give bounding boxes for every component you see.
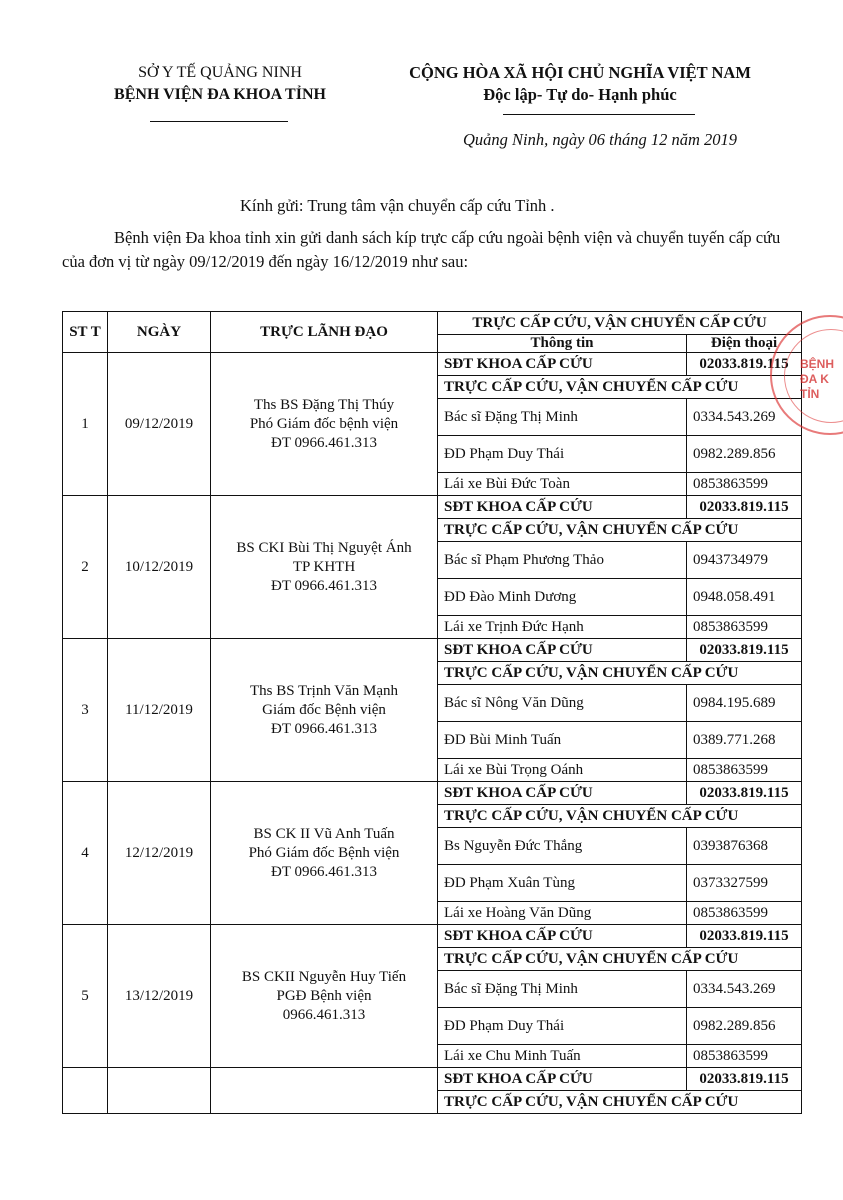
leader-lead2: Phó Giám đốc bệnh viện xyxy=(249,415,399,432)
table-row xyxy=(63,1068,802,1091)
col-group-header: TRỰC CẤP CỨU, VẬN CHUYỂN CẤP CỨU xyxy=(438,312,802,335)
row-st: 1 xyxy=(63,353,108,496)
table-row xyxy=(63,639,802,662)
seal-text-line1: BỆNH xyxy=(800,357,835,371)
staff-name: Bác sĩ Nông Văn Dũng xyxy=(438,685,687,722)
row-leader xyxy=(211,353,438,496)
row-date: 12/12/2019 xyxy=(108,782,211,925)
leader-lead3: ĐT 0966.461.313 xyxy=(271,863,377,880)
row-leader xyxy=(211,496,438,639)
org-underline xyxy=(150,121,288,122)
col-info-header: Thông tin xyxy=(438,335,687,353)
staff-phone: 0389.771.268 xyxy=(687,722,802,759)
dept-label: SĐT KHOA CẤP CỨU xyxy=(438,496,687,519)
staff-phone: 0393876368 xyxy=(687,828,802,865)
org-line2: BỆNH VIỆN ĐA KHOA TỈNH xyxy=(114,86,326,103)
staff-phone: 0982.289.856 xyxy=(687,436,802,473)
leader-lead2: PGĐ Bệnh viện xyxy=(276,987,372,1004)
row-date: 10/12/2019 xyxy=(108,496,211,639)
dept-phone: 02033.819.115 xyxy=(687,496,802,519)
staff-name: ĐD Phạm Duy Thái xyxy=(438,436,687,473)
staff-name: Bác sĩ Đặng Thị Minh xyxy=(438,399,687,436)
staff-phone: 0334.543.269 xyxy=(687,971,802,1008)
staff-name: Bác sĩ Phạm Phương Thảo xyxy=(438,542,687,579)
dept-phone: 02033.819.115 xyxy=(687,1068,802,1091)
dept-label: SĐT KHOA CẤP CỨU xyxy=(438,353,687,376)
dept-phone: 02033.819.115 xyxy=(687,639,802,662)
row-st: 2 xyxy=(63,496,108,639)
staff-name: Lái xe Hoàng Văn Dũng xyxy=(438,902,687,925)
staff-name: ĐD Phạm Xuân Tùng xyxy=(438,865,687,902)
dept-phone: 02033.819.115 xyxy=(687,925,802,948)
duty-label: TRỰC CẤP CỨU, VẬN CHUYỂN CẤP CỨU xyxy=(438,376,802,399)
row-leader xyxy=(211,1068,438,1114)
table-row xyxy=(63,353,802,376)
dept-phone: 02033.819.115 xyxy=(687,782,802,805)
row-leader xyxy=(211,639,438,782)
dept-label: SĐT KHOA CẤP CỨU xyxy=(438,925,687,948)
staff-phone: 0373327599 xyxy=(687,865,802,902)
seal-text-line3: TỈN xyxy=(800,387,820,401)
dept-phone: 02033.819.115 xyxy=(687,353,802,376)
staff-phone: 0984.195.689 xyxy=(687,685,802,722)
staff-name: Lái xe Trịnh Đức Hạnh xyxy=(438,616,687,639)
duty-label: TRỰC CẤP CỨU, VẬN CHUYỂN CẤP CỨU xyxy=(438,519,802,542)
duty-label: TRỰC CẤP CỨU, VẬN CHUYỂN CẤP CỨU xyxy=(438,1091,802,1114)
org-line1: SỞ Y TẾ QUẢNG NINH xyxy=(138,64,302,81)
staff-name: Bác sĩ Đặng Thị Minh xyxy=(438,971,687,1008)
leader-lead3: ĐT 0966.461.313 xyxy=(271,577,377,594)
table-row xyxy=(63,782,802,805)
header-left xyxy=(70,62,370,106)
nation-line1: CỘNG HÒA XÃ HỘI CHỦ NGHĨA VIỆT NAM xyxy=(409,63,751,82)
leader-lead1: BS CK II Vũ Anh Tuấn xyxy=(253,825,395,842)
nation-line2: Độc lập- Tự do- Hạnh phúc xyxy=(483,85,677,104)
intro-paragraph: Bệnh viện Đa khoa tỉnh xin gửi danh sách kíp trực cấp cứu ngoài bệnh viện và chuyển tuyến cấp cứu của đơn vị từ ngày 09/12/2019 đến ngày 16/12/2019 như sau: xyxy=(62,228,781,271)
staff-name: ĐD Phạm Duy Thái xyxy=(438,1008,687,1045)
col-lead-header: TRỰC LÃNH ĐẠO xyxy=(211,312,438,353)
staff-phone: 0853863599 xyxy=(687,902,802,925)
duty-label: TRỰC CẤP CỨU, VẬN CHUYỂN CẤP CỨU xyxy=(438,805,802,828)
dateline: Quảng Ninh, ngày 06 tháng 12 năm 2019 xyxy=(462,130,738,149)
duty-label: TRỰC CẤP CỨU, VẬN CHUYỂN CẤP CỨU xyxy=(438,662,802,685)
staff-name: Bs Nguyễn Đức Thắng xyxy=(438,828,687,865)
nation-underline xyxy=(503,114,695,115)
leader-lead1: Ths BS Đặng Thị Thúy xyxy=(253,396,395,413)
greeting: Kính gửi: Trung tâm vận chuyển cấp cứu Tỉnh . xyxy=(240,196,555,215)
duty-label: TRỰC CẤP CỨU, VẬN CHUYỂN CẤP CỨU xyxy=(438,948,802,971)
staff-name: ĐD Bùi Minh Tuấn xyxy=(438,722,687,759)
staff-phone: 0853863599 xyxy=(687,759,802,782)
col-date-header: NGÀY xyxy=(108,312,211,353)
leader-lead3: ĐT 0966.461.313 xyxy=(271,720,377,737)
duty-roster-table xyxy=(62,311,802,1114)
leader-lead2: Giám đốc Bệnh viện xyxy=(262,701,386,718)
seal-text-line2: ĐA K xyxy=(800,372,829,386)
leader-lead1: BS CKI Bùi Thị Nguyệt Ánh xyxy=(236,539,412,556)
staff-phone: 0334.543.269 xyxy=(687,399,802,436)
row-leader xyxy=(211,925,438,1068)
row-date: 13/12/2019 xyxy=(108,925,211,1068)
col-st-header: ST T xyxy=(63,312,108,353)
dept-label: SĐT KHOA CẤP CỨU xyxy=(438,639,687,662)
staff-phone: 0982.289.856 xyxy=(687,1008,802,1045)
table-row xyxy=(63,496,802,519)
leader-lead2: Phó Giám đốc Bệnh viện xyxy=(248,844,400,861)
seal-text xyxy=(800,357,834,402)
row-st: 5 xyxy=(63,925,108,1068)
row-st: 4 xyxy=(63,782,108,925)
row-date xyxy=(108,1068,211,1114)
row-st: 3 xyxy=(63,639,108,782)
row-leader xyxy=(211,782,438,925)
leader-lead2: TP KHTH xyxy=(292,558,356,575)
dept-label: SĐT KHOA CẤP CỨU xyxy=(438,782,687,805)
leader-lead1: BS CKII Nguyễn Huy Tiến xyxy=(241,968,407,985)
leader-lead1: Ths BS Trịnh Văn Mạnh xyxy=(249,682,399,699)
staff-phone: 0853863599 xyxy=(687,473,802,496)
leader-lead3: ĐT 0966.461.313 xyxy=(271,434,377,451)
staff-phone: 0853863599 xyxy=(687,1045,802,1068)
row-st xyxy=(63,1068,108,1114)
header-right xyxy=(370,62,790,106)
staff-name: ĐD Đào Minh Dương xyxy=(438,579,687,616)
staff-name: Lái xe Bùi Đức Toàn xyxy=(438,473,687,496)
col-phone-header: Điện thoại xyxy=(687,335,802,353)
row-date: 11/12/2019 xyxy=(108,639,211,782)
table-header-row xyxy=(63,312,802,335)
staff-phone: 0943734979 xyxy=(687,542,802,579)
row-date: 09/12/2019 xyxy=(108,353,211,496)
leader-lead3: 0966.461.313 xyxy=(282,1006,366,1023)
staff-phone: 0948.058.491 xyxy=(687,579,802,616)
staff-name: Lái xe Chu Minh Tuấn xyxy=(438,1045,687,1068)
staff-phone: 0853863599 xyxy=(687,616,802,639)
staff-name: Lái xe Bùi Trọng Oánh xyxy=(438,759,687,782)
dept-label: SĐT KHOA CẤP CỨU xyxy=(438,1068,687,1091)
table-row xyxy=(63,925,802,948)
